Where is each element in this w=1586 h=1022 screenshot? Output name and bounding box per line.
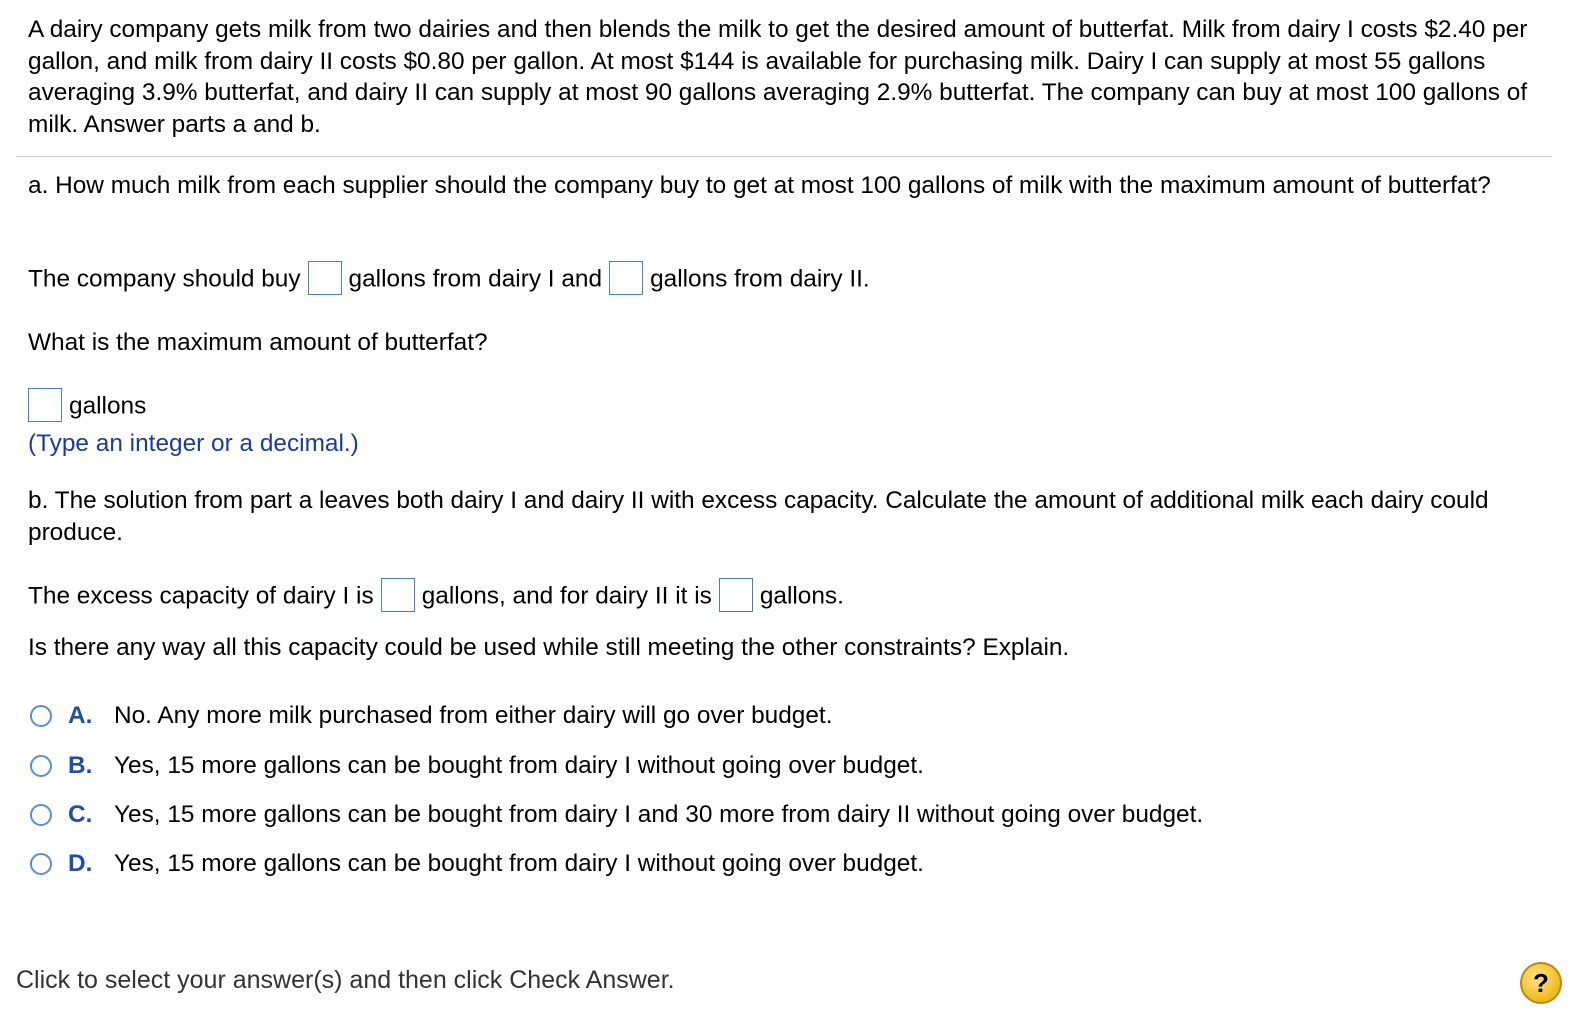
- answer-hint: (Type an integer or a decimal.): [28, 430, 359, 457]
- dairy-2-gallons-input[interactable]: [609, 261, 643, 295]
- problem-statement: A dairy company gets milk from two dairies and then blends the milk to get the desired amount of butterfat. Milk from dairy I costs $2.40 per gallon, and milk from dairy II costs $0.80 per gallon. At most $144 is available for purchasing milk. Dairy I can supply at most 55 gallons averaging 3.9% butterfat, and dairy II can supply at most 90 gallons averaging 2.9% butterfat. The company can buy at most 100 gallons of milk. Answer parts a and b.: [28, 16, 1528, 138]
- buy-suffix: gallons from dairy II.: [650, 265, 870, 293]
- part-a-buy-line: [28, 263, 870, 297]
- radio-button[interactable]: [30, 853, 52, 875]
- excess-prefix: The excess capacity of dairy I is: [28, 582, 374, 610]
- max-butterfat-question: What is the maximum amount of butterfat?: [28, 329, 488, 356]
- divider: [16, 156, 1552, 157]
- radio-button[interactable]: [30, 755, 52, 777]
- option-text: Yes, 15 more gallons can be bought from dairy I without going over budget.: [114, 752, 924, 779]
- part-a-question: a. How much milk from each supplier should the company buy to get at most 100 gallons of milk with the maximum amount of butterfat?: [28, 172, 1491, 199]
- explain-question: Is there any way all this capacity could be used while still meeting the other constraints? Explain.: [28, 634, 1070, 661]
- max-butterfat-input[interactable]: [28, 388, 62, 422]
- option-letter: A.: [68, 702, 93, 729]
- radio-button[interactable]: [30, 804, 52, 826]
- option-b[interactable]: [30, 750, 924, 782]
- buy-middle: gallons from dairy I and: [348, 265, 603, 293]
- dairy-1-excess-input[interactable]: [381, 578, 415, 612]
- instruction-footer: Click to select your answer(s) and then click Check Answer.: [16, 966, 675, 994]
- option-text: Yes, 15 more gallons can be bought from dairy I without going over budget.: [114, 850, 924, 877]
- max-butterfat-line: [21, 390, 146, 424]
- option-letter: C.: [68, 801, 93, 828]
- excess-middle: gallons, and for dairy II it is: [421, 582, 712, 610]
- option-text: No. Any more milk purchased from either dairy will go over budget.: [114, 702, 833, 729]
- option-d[interactable]: [30, 848, 924, 880]
- help-icon[interactable]: ?: [1520, 962, 1562, 1004]
- option-letter: B.: [68, 752, 93, 779]
- buy-prefix: The company should buy: [28, 265, 301, 293]
- excess-capacity-line: [28, 580, 844, 614]
- radio-button[interactable]: [30, 705, 52, 727]
- option-letter: D.: [68, 850, 93, 877]
- option-c[interactable]: [30, 799, 1203, 831]
- excess-suffix: gallons.: [759, 582, 844, 610]
- dairy-1-gallons-input[interactable]: [308, 261, 342, 295]
- option-text: Yes, 15 more gallons can be bought from dairy I and 30 more from dairy II without going over budget.: [114, 801, 1204, 828]
- part-b-question: b. The solution from part a leaves both dairy I and dairy II with excess capacity. Calculate the amount of additional milk each dairy could produce.: [28, 487, 1489, 546]
- dairy-2-excess-input[interactable]: [719, 578, 753, 612]
- option-a[interactable]: [30, 700, 833, 732]
- max-unit: gallons: [69, 392, 147, 420]
